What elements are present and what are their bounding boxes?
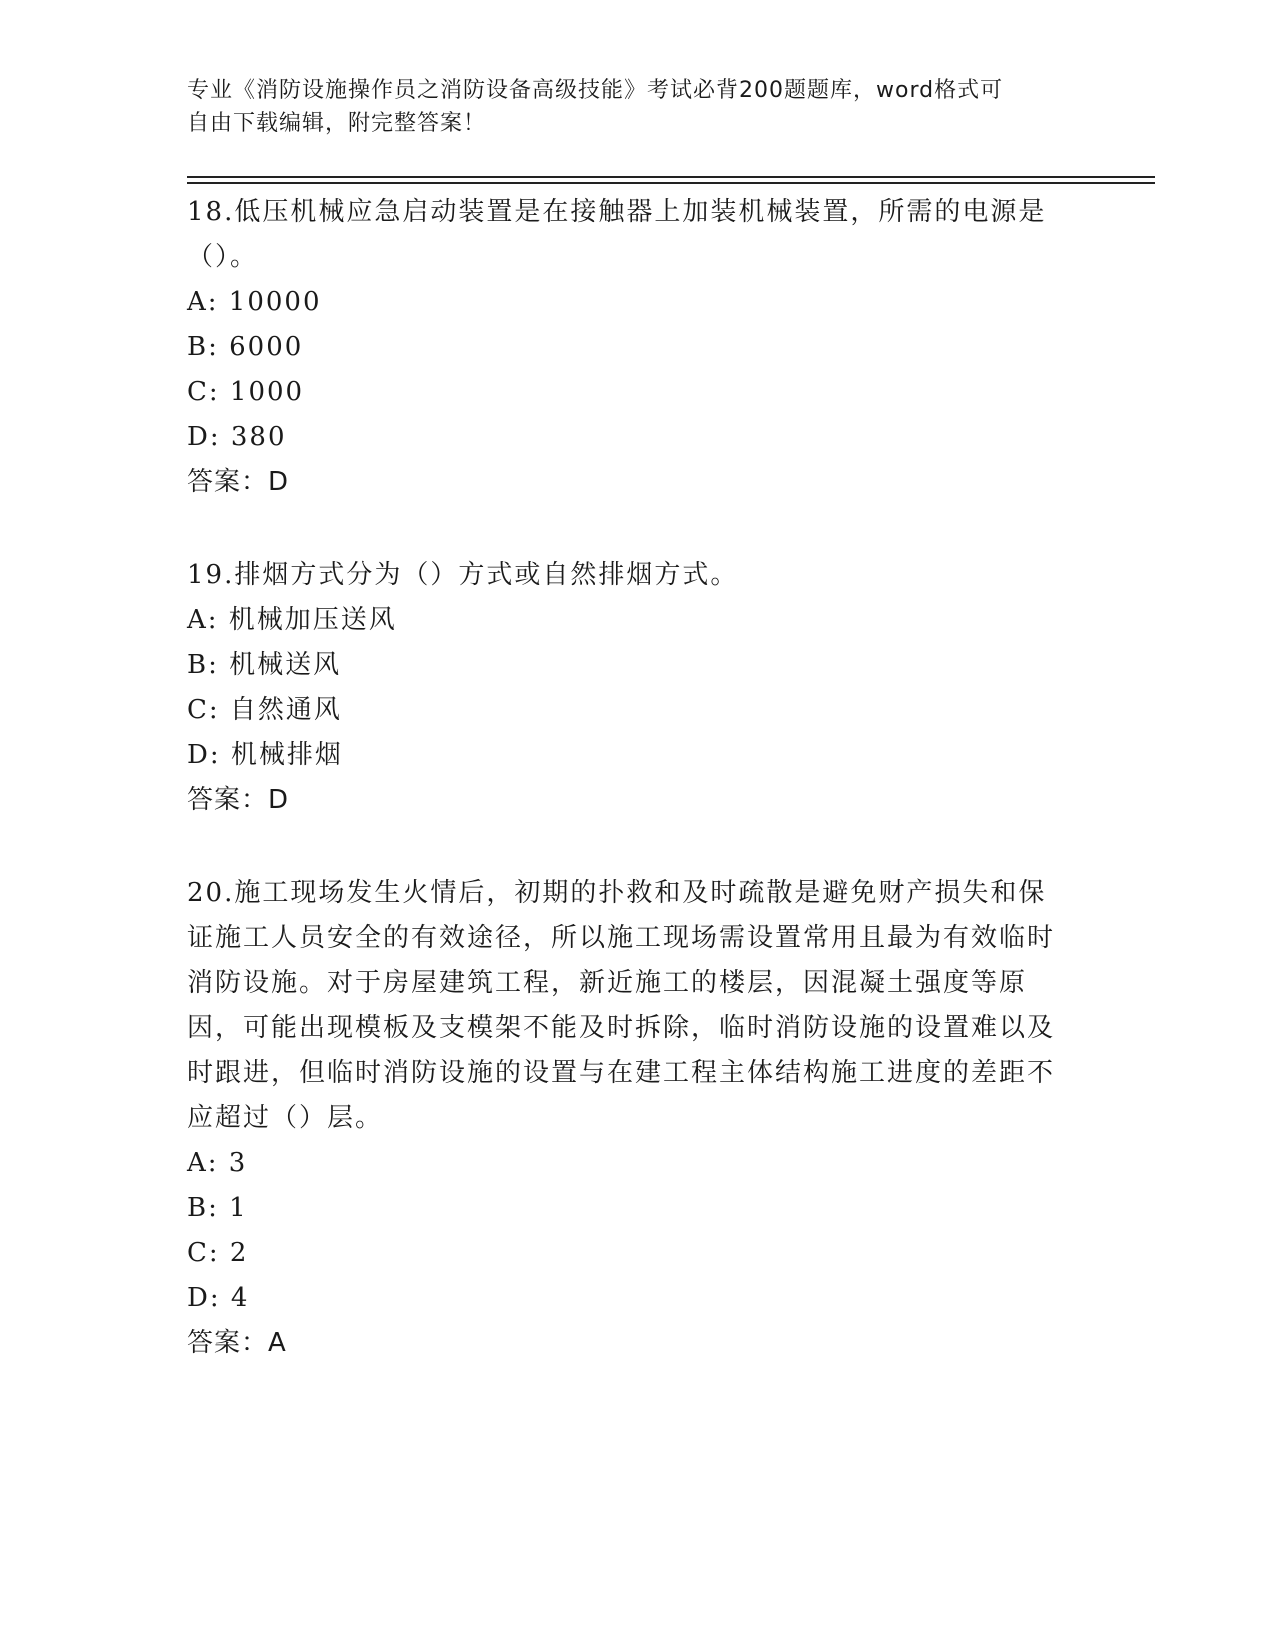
- option-a: A: 机械加压送风: [187, 605, 397, 635]
- option-d: D: 4: [187, 1283, 250, 1313]
- question-20: [187, 871, 1067, 1366]
- question-text: 19.排烟方式分为（）方式或自然排烟方式。: [187, 560, 739, 590]
- question-text: 20.施工现场发生火情后，初期的扑救和及时疏散是避免财产损失和保证施工人员安全的有效途径，所以施工现场需设置常用且最为有效临时消防设施。对于房屋建筑工程，新近施工的楼层，因混凝土强度等原因，可能出现模板及支模架不能及时拆除，临时消防设施的设置难以及时跟进，但临时消防设施的设置与在建工程主体结构施工进度的差距不应超过（）层。: [187, 878, 1056, 1133]
- header-line-2: 自由下载编辑，附完整答案！: [187, 111, 487, 136]
- option-c: C: 自然通风: [187, 695, 342, 725]
- header-line-1: 专业《消防设施操作员之消防设备高级技能》考试必背200题题库，word格式可: [187, 78, 1004, 103]
- option-a: A: 10000: [187, 287, 322, 317]
- question-text: 18.低压机械应急启动装置是在接触器上加装机械装置，所需的电源是（）。: [187, 197, 1047, 272]
- answer: 答案：D: [187, 467, 290, 497]
- option-c: C: 2: [187, 1238, 249, 1268]
- question-19: [187, 553, 1067, 823]
- header-divider-bottom: [187, 182, 1155, 184]
- header-divider-top: [187, 176, 1155, 178]
- option-a: A: 3: [187, 1148, 248, 1178]
- option-d: D: 380: [187, 422, 287, 452]
- option-b: B: 6000: [187, 332, 304, 362]
- answer: 答案：A: [187, 1328, 287, 1358]
- option-b: B: 1: [187, 1193, 248, 1223]
- option-d: D: 机械排烟: [187, 740, 343, 770]
- answer: 答案：D: [187, 785, 290, 815]
- option-c: C: 1000: [187, 377, 305, 407]
- document-header: [187, 74, 1067, 140]
- option-b: B: 机械送风: [187, 650, 342, 680]
- question-18: [187, 190, 1067, 505]
